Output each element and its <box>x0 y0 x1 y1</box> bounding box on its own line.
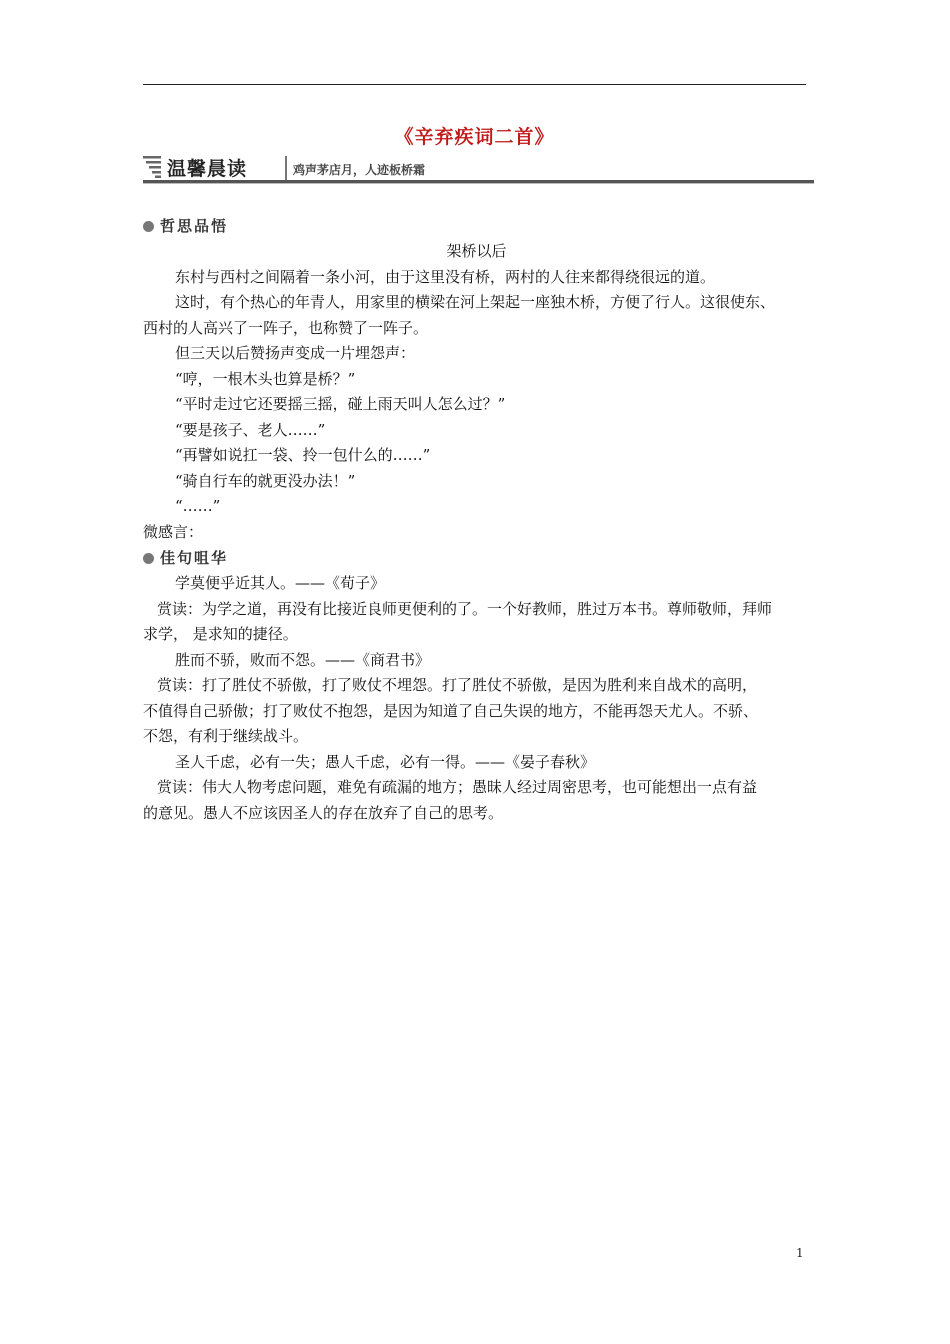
paragraph: 但三天以后赞扬声变成一片埋怨声： <box>175 344 416 362</box>
banner-stripes-icon <box>143 156 161 178</box>
quote-source: 胜而不骄，败而不怨。——《商君书》 <box>175 650 431 669</box>
appreciation: 赏读：伟大人物考虑问题，难免有疏漏的地方；愚昧人经过周密思考，也可能想出一点有益 <box>157 778 758 796</box>
reflection-note: 微感言： <box>143 522 204 541</box>
article-title: 架桥以后 <box>446 242 507 260</box>
appreciation: 不值得自己骄傲；打了败仗不抱怨，是因为知道了自己失误的地方，不能再怨天尤人。不骄、 <box>143 701 759 720</box>
bullet-dot-icon <box>143 553 154 564</box>
quote-source: 学莫便乎近其人。——《荀子》 <box>175 574 386 592</box>
appreciation: 赏读：为学之道，再没有比接近良师更便利的了。一个好教师，胜过万本书。尊师敬师，拜师 <box>157 599 773 618</box>
paragraph: 西村的人高兴了一阵子，也称赞了一阵子。 <box>143 318 429 337</box>
appreciation: 赏读：打了胜仗不骄傲，打了败仗不埋怨。打了胜仗不骄傲，是因为胜利来自战术的高明， <box>157 676 758 694</box>
appreciation: 的意见。愚人不应该因圣人的存在放弃了自己的思考。 <box>143 803 504 822</box>
banner-title: 温馨晨读 <box>167 158 248 180</box>
paragraph: 这时，有个热心的年青人，用家里的横梁在河上架起一座独木桥，方便了行人。这很使东、 <box>175 293 776 311</box>
quote-source: 圣人千虑，必有一失；愚人千虑，必有一得。——《晏子春秋》 <box>175 752 596 771</box>
banner-rule-thin <box>143 183 814 184</box>
quote-line: “要是孩子、老人……” <box>175 420 326 439</box>
banner-subtitle: 鸡声茅店月，人迹板桥霜 <box>293 163 426 177</box>
banner-separator <box>285 156 287 180</box>
appreciation: 不怨，有利于继续战斗。 <box>143 727 309 745</box>
document-title: 《辛弃疾词二首》 <box>394 126 555 148</box>
quote-line: “再譬如说扛一袋、拎一包什么的……” <box>175 446 431 464</box>
section-heading-jiaju: 佳句咀华 <box>143 545 810 571</box>
page-number: 1 <box>796 1246 804 1260</box>
section-heading-zhesi: 哲思品悟 <box>143 213 810 239</box>
quote-line: “……” <box>175 497 221 515</box>
top-rule <box>143 84 806 85</box>
quote-line: “哼，一根木头也算是桥？” <box>175 369 356 388</box>
paragraph: 东村与西村之间隔着一条小河，由于这里没有桥，两村的人往来都得绕很远的道。 <box>175 267 716 286</box>
document-body <box>143 213 810 826</box>
quote-line: “骑自行车的就更没办法！” <box>175 471 356 490</box>
bullet-dot-icon <box>143 221 154 232</box>
quote-line: “平时走过它还要摇三摇，碰上雨天叫人怎么过？” <box>175 395 506 413</box>
appreciation: 求学， 是求知的捷径。 <box>143 625 298 643</box>
section-banner <box>143 154 814 184</box>
